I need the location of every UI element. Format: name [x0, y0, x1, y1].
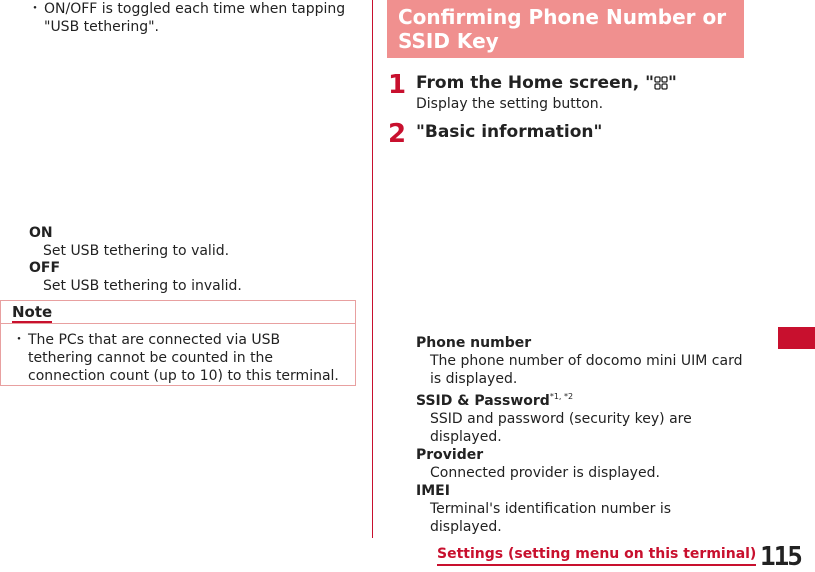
apps-grid-icon	[654, 76, 668, 90]
definition-desc-imei: Terminal's identification number is displayed.	[430, 501, 672, 535]
note-title: Note	[12, 303, 53, 321]
step-2-title: "Basic information"	[416, 122, 603, 142]
chapter-index-tab	[778, 327, 815, 349]
chapter-link[interactable]: Settings (setting menu on this terminal)	[437, 546, 756, 566]
definition-desc-phone-number: The phone number of docomo mini UIM card is displayed.	[430, 353, 743, 387]
step-1-title-suffix: "	[667, 73, 677, 93]
definition-desc-off: Set USB tethering to invalid.	[43, 278, 242, 294]
definition-term-on: ON	[29, 225, 53, 241]
ssid-password-label: SSID & Password	[416, 393, 550, 409]
basic-information-definitions	[416, 334, 746, 536]
bullet-text: ON/OFF is toggled each time when tapping "USB tethering".	[44, 1, 346, 35]
usb-tethering-toggle-note	[28, 0, 358, 36]
step-number-2: 2	[388, 119, 407, 149]
page-number: 115	[760, 542, 801, 572]
note-bullet	[12, 331, 348, 385]
step-1-title-prefix: From the Home screen, "	[416, 73, 654, 93]
bullet-marker: ・	[12, 332, 26, 348]
note-divider	[0, 323, 356, 324]
definition-term-imei: IMEI	[416, 483, 450, 499]
column-divider	[372, 0, 373, 538]
definition-desc-on: Set USB tethering to valid.	[43, 243, 230, 259]
definition-term-provider: Provider	[416, 447, 484, 463]
definition-term-ssid-password	[416, 388, 746, 410]
definition-term-phone-number: Phone number	[416, 335, 532, 351]
bullet-marker: ・	[28, 1, 42, 17]
definition-term-off: OFF	[29, 260, 61, 276]
step-1-title	[416, 73, 677, 93]
note-bullet-text: The PCs that are connected via USB tethering cannot be counted in the connection count (up to 10) to this terminal.	[28, 332, 339, 384]
footnote-refs: *1, *2	[549, 392, 574, 401]
step-1-description: Display the setting button.	[416, 96, 604, 112]
definition-desc-ssid-password: SSID and password (security key) are displayed.	[430, 411, 692, 445]
definition-desc-provider: Connected provider is displayed.	[430, 465, 660, 481]
section-title: Confirming Phone Number or SSID Key	[387, 0, 744, 58]
step-number-1: 1	[388, 70, 407, 100]
